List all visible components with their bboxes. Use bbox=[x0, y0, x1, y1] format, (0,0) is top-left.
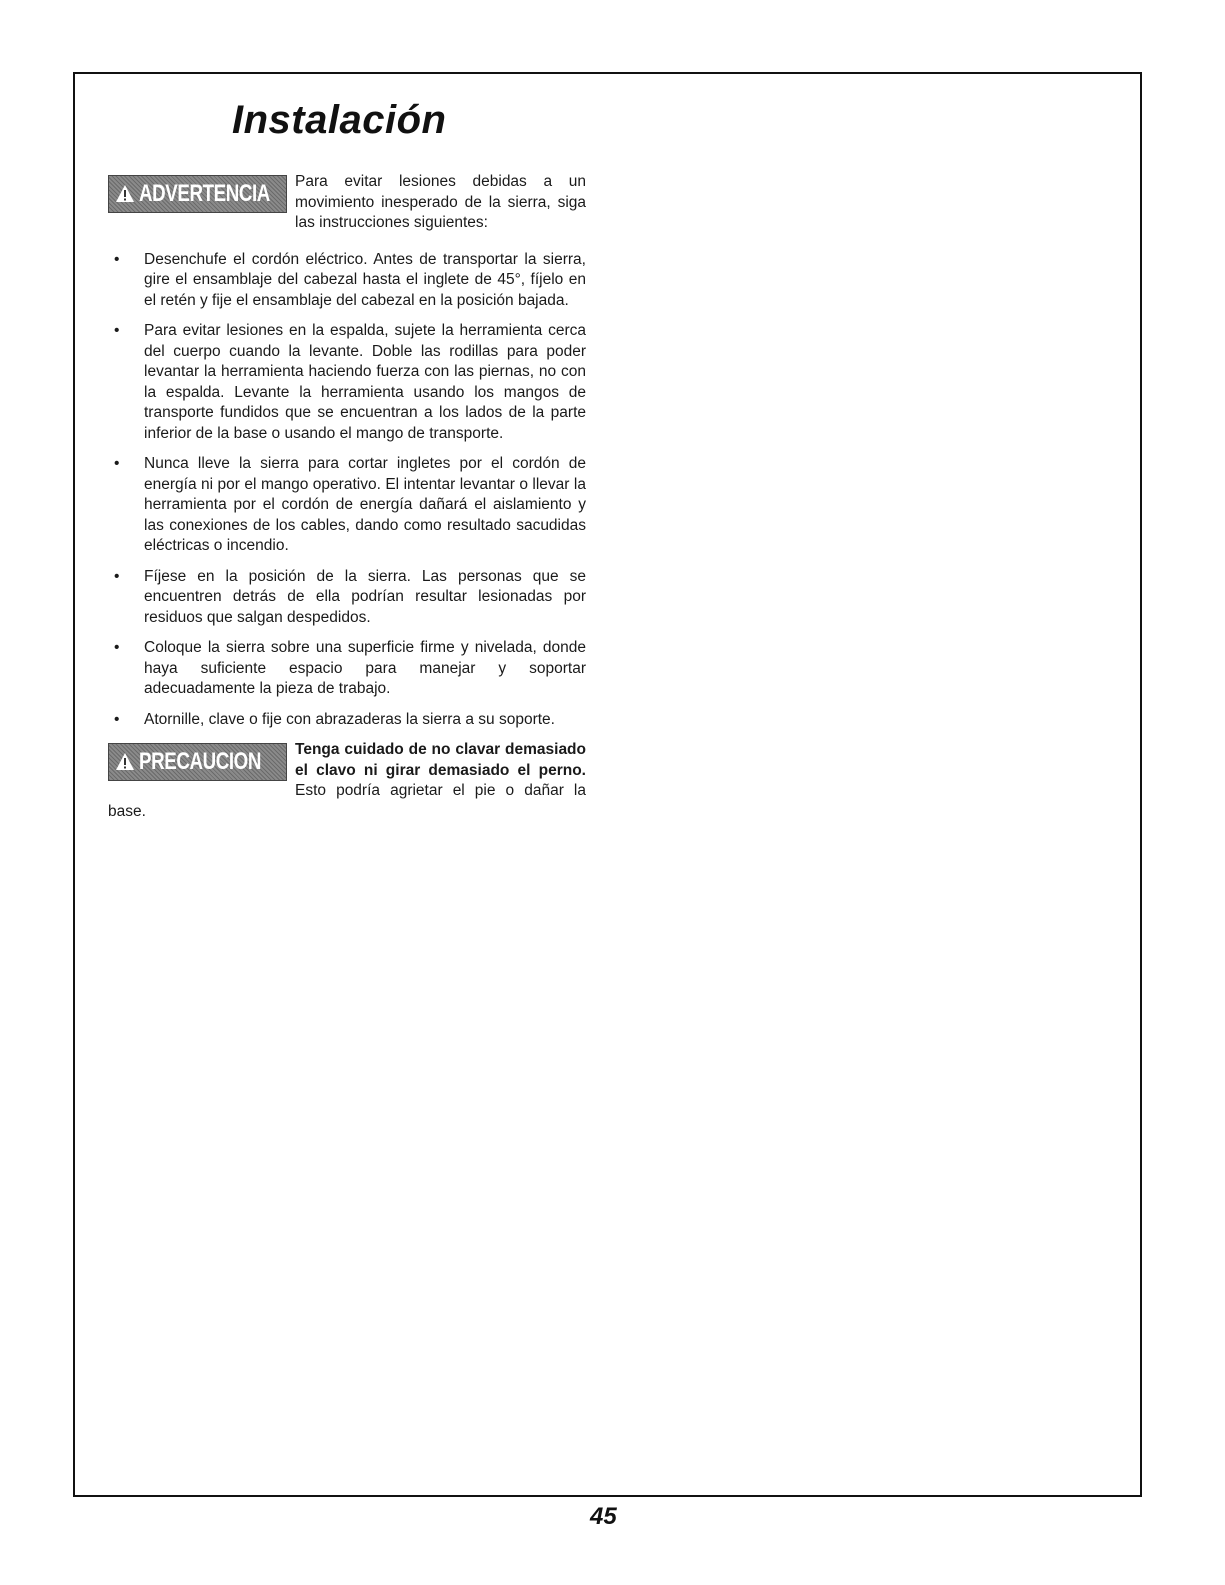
warning-triangle-icon bbox=[115, 752, 135, 772]
list-item-text: Atornille, clave o fije con abrazaderas la sierra a su soporte. bbox=[144, 710, 555, 728]
page-title: Instalación bbox=[232, 98, 447, 142]
list-item bbox=[108, 638, 586, 700]
list-item bbox=[108, 710, 586, 731]
warning-badge-label: ADVERTENCIA bbox=[139, 179, 270, 207]
list-item-text: Desenchufe el cordón eléctrico. Antes de transportar la sierra, gire el ensamblaje del cabezal hasta el inglete de 45°, fíjelo en el retén y fije el ensamblaje del cabezal en la posición bajada. bbox=[144, 250, 586, 309]
content-column bbox=[108, 172, 586, 838]
list-item bbox=[108, 250, 586, 312]
caution-block bbox=[108, 740, 586, 822]
caution-text: Esto podría agrietar el pie o dañar la base. bbox=[108, 782, 586, 820]
warning-badge bbox=[108, 175, 287, 213]
bullet-marker: • bbox=[114, 639, 120, 656]
warning-text: Para evitar lesiones debidas a un movimiento inesperado de la sierra, siga las instrucciones siguientes: bbox=[295, 173, 586, 231]
list-item-text: Para evitar lesiones en la espalda, sujete la herramienta cerca del cuerpo cuando la levante. Doble las rodillas para poder levantar la herramienta haciendo fuerza con las piernas, no con la espalda. Levante la herramienta usando los mangos de transporte fundidos que se encuentran a los lados de la parte inferior de la base o usando el mango de transporte. bbox=[144, 322, 586, 442]
page-number: 45 bbox=[590, 1503, 617, 1530]
caution-bold-text: Tenga cuidado de no clavar demasiado el clavo ni girar demasiado el perno. bbox=[295, 741, 586, 779]
bullet-marker: • bbox=[114, 567, 120, 585]
warning-triangle-icon bbox=[115, 184, 135, 204]
caution-badge bbox=[108, 743, 287, 781]
list-item-text: Nunca lleve la sierra para cortar ingletes por el cordón de energía ni por el mango operativo. El intentar levantar o llevar la herramienta por el cordón de energía dañará el aislamiento y las conexiones de los cables, dando como resultado sacudidas eléctricas o incendio. bbox=[144, 455, 586, 554]
instruction-list bbox=[108, 250, 586, 731]
bullet-marker: • bbox=[114, 710, 120, 728]
warning-block bbox=[108, 172, 586, 234]
bullet-marker: • bbox=[114, 322, 120, 339]
bullet-marker: • bbox=[114, 250, 120, 268]
list-item bbox=[108, 567, 586, 629]
list-item bbox=[108, 321, 586, 444]
caution-badge-label: PRECAUCION bbox=[139, 747, 261, 775]
bullet-marker: • bbox=[114, 455, 120, 472]
list-item-text: Coloque la sierra sobre una superficie firme y nivelada, donde haya suficiente espacio para manejar y soportar adecuadamente la pieza de trabajo. bbox=[144, 639, 586, 697]
list-item-text: Fíjese en la posición de la sierra. Las personas que se encuentren detrás de ella podrían resultar lesionadas por residuos que salgan despedidos. bbox=[144, 567, 586, 626]
list-item bbox=[108, 454, 586, 557]
